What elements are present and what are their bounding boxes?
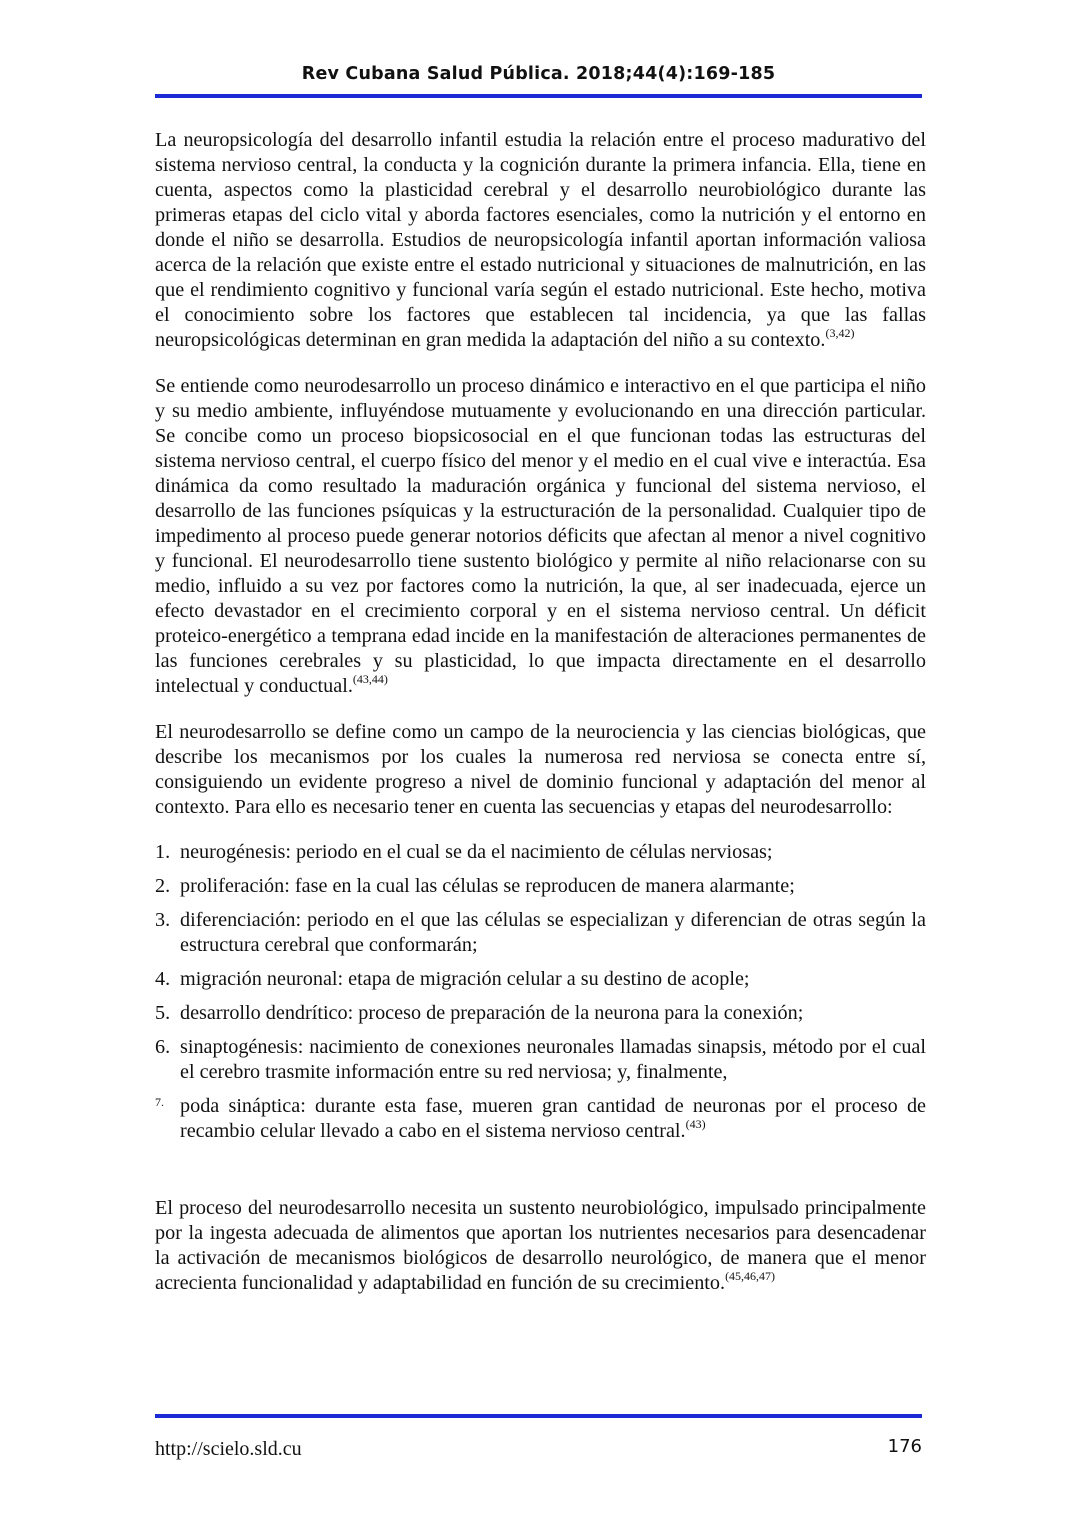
stage-text: proliferación: fase en la cual las células se reproducen de manera alarmante; (180, 875, 795, 897)
stage-number: 3. (155, 909, 171, 931)
neurodevelopment-stages-list (155, 840, 926, 1144)
footer-url: http://scielo.sld.cu (155, 1438, 302, 1460)
stage-number: 1. (155, 841, 171, 863)
stage-text: sinaptogénesis: nacimiento de conexiones neuronales llamadas sinapsis, método por el cual el cerebro trasmite información entre su red nerviosa; y, finalmente, (180, 1036, 926, 1083)
article-body (155, 128, 926, 1296)
paragraph-text: El proceso del neurodesarrollo necesita un sustento neurobiológico, impulsado principalmente por la ingesta adecuada de alimentos que aportan los nutrientes necesarios para desencadenar la activación de mecanismos biológicos de desarrollo neurológico, de manera que el menor acrecienta funcionalidad y adaptabilidad en función de su crecimiento. (155, 1197, 926, 1294)
stage-item (155, 874, 926, 899)
paragraph-neurodevelopment-definition (155, 374, 926, 699)
header-rule (155, 94, 922, 98)
stage-number: 5. (155, 1002, 171, 1024)
citation-ref: (45,46,47) (725, 1269, 776, 1283)
paragraph-text: La neuropsicología del desarrollo infantil estudia la relación entre el proceso madurativo del sistema nervioso central, la conducta y la cognición durante la primera infancia. Ella, tiene en cuenta, aspectos como la plasticidad cerebral y el desarrollo neurobiológico durante las primeras etapas del ciclo vital y aborda factores esenciales, como la nutrición y el entorno en donde el niño se desarrolla. Estudios de neuropsicología infantil aportan información valiosa acerca de la relación que existe entre el estado nutricional y situaciones de malnutrición, en las que el rendimiento cognitivo y funcional varía según el estado nutricional. Este hecho, motiva el conocimiento sobre los factores que establecen tal incidencia, ya que las fallas neuropsicológicas determinan en gran medida la adaptación del niño a su contexto. (155, 129, 926, 351)
page-number: 176 (887, 1436, 922, 1457)
stage-number: 6. (155, 1036, 171, 1058)
running-header: Rev Cubana Salud Pública. 2018;44(4):169-185 (301, 64, 776, 84)
stage-item (155, 1094, 926, 1144)
stage-text: desarrollo dendrítico: proceso de preparación de la neurona para la conexión; (180, 1002, 804, 1024)
stage-text: poda sináptica: durante esta fase, mueren gran cantidad de neuronas por el proceso de recambio celular llevado a cabo en el sistema nervioso central. (180, 1095, 926, 1142)
paragraph-text: El neurodesarrollo se define como un campo de la neurociencia y las ciencias biológicas, que describe los mecanismos por los cuales la numerosa red nerviosa se conecta entre sí, consiguiendo un evidente progreso a nivel de dominio funcional y adaptación del menor al contexto. Para ello es necesario tener en cuenta las secuencias y etapas del neurodesarrollo: (155, 721, 926, 818)
stage-text: diferenciación: periodo en el que las células se especializan y diferencian de otras según la estructura cerebral que conformarán; (180, 909, 926, 956)
paragraph-neurodevelopment-field (155, 720, 926, 820)
citation-ref: (3,42) (825, 326, 855, 340)
stage-item (155, 1035, 926, 1085)
footer-rule (155, 1414, 922, 1418)
stage-item (155, 840, 926, 865)
citation-ref: (43,44) (352, 672, 388, 686)
stage-number: 2. (155, 875, 171, 897)
stage-item (155, 967, 926, 992)
stage-number: 7. (155, 1095, 164, 1109)
paragraph-neurobiological-support (155, 1196, 926, 1296)
stage-text: neurogénesis: periodo en el cual se da el nacimiento de células nerviosas; (180, 841, 773, 863)
stage-number: 4. (155, 968, 171, 990)
stage-text: migración neuronal: etapa de migración celular a su destino de acople; (180, 968, 750, 990)
stage-item (155, 908, 926, 958)
paragraph-text: Se entiende como neurodesarrollo un proceso dinámico e interactivo en el que participa el niño y su medio ambiente, influyéndose mutuamente y evolucionando en una dirección particular. Se concibe como un proceso biopsicosocial en el que funcionan todas las estructuras del sistema nervioso central, el cuerpo físico del menor y el medio en el cual vive e interactúa. Esa dinámica da como resultado la maduración orgánica y funcional del sistema nervioso, el desarrollo de las funciones psíquicas y la estructuración de la personalidad. Cualquier tipo de impedimento al proceso puede generar notorios déficits que afectan al menor a nivel cognitivo y funcional. El neurodesarrollo tiene sustento biológico y permite al niño relacionarse con su medio, influido a su vez por factores como la nutrición, la que, al ser inadecuada, ejerce un efecto devastador en el crecimiento corporal y en el sistema nervioso central. Un déficit proteico-energético a temprana edad incide en la manifestación de alteraciones permanentes de las funciones cerebrales y su plasticidad, lo que impacta directamente en el desarrollo intelectual y conductual. (155, 375, 926, 697)
citation-ref: (43) (685, 1117, 706, 1131)
paragraph-neuropsychology (155, 128, 926, 353)
stage-item (155, 1001, 926, 1026)
